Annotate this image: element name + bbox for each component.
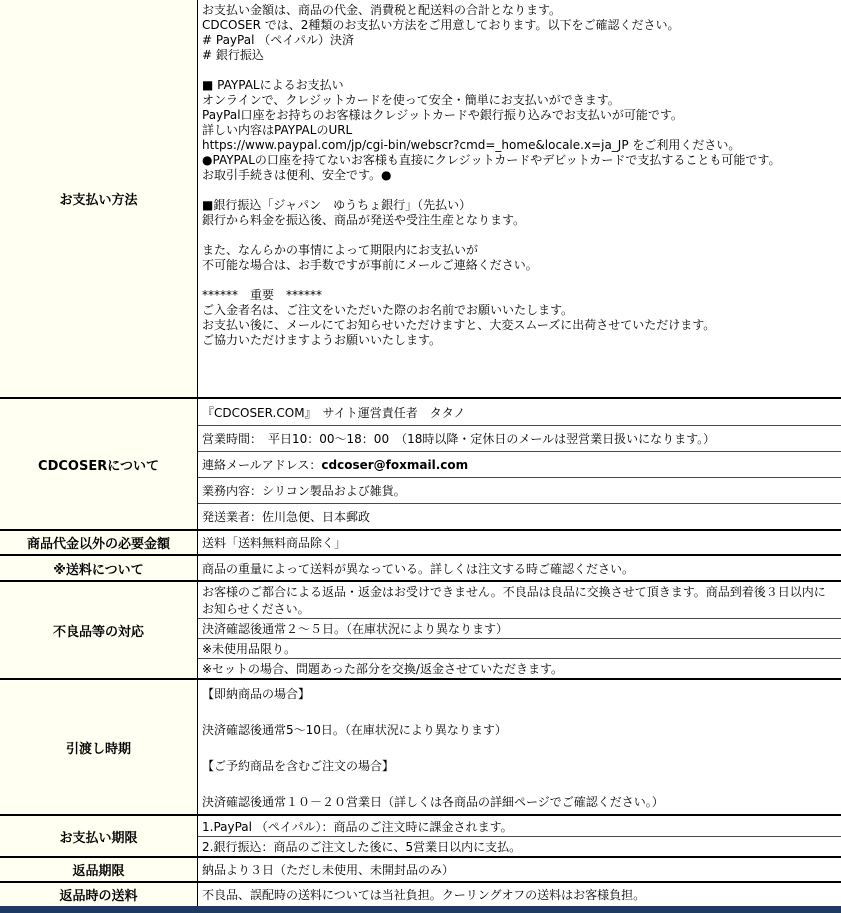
about-header — [0, 399, 198, 529]
section-label: お支払い期限 — [59, 830, 138, 846]
extra-fees-header — [0, 531, 198, 554]
row-defects-policy — [0, 580, 841, 678]
payment-deadline-line: 1.PayPal （ペイパル）：商品のご注文時に課金されます。 — [202, 819, 513, 834]
defects-policy-line: 決済確認後通常２～５日。（在庫状況により異なります） — [198, 618, 841, 638]
payment-method-line: # 銀行振込 — [202, 48, 264, 62]
about-contact-row — [198, 451, 841, 477]
payment-method-line: ■銀行振込「ジャパン ゆうちょ銀行」（先払い） — [202, 198, 472, 212]
row-payment-method — [0, 0, 841, 397]
defects-policy-line: ※セットの場合、問題あった部分を交換/返金させていただきます。 — [198, 658, 841, 678]
section-label: 返品期限 — [72, 864, 125, 879]
payment-method-line: ■ PAYPALによるお支払い — [202, 78, 344, 92]
shipping-note-text: 商品の重量によって送料が異なっている。詳しくは注文する時ご確認ください。 — [202, 561, 635, 576]
row-shipping-note — [0, 554, 841, 580]
row-return-shipping — [0, 881, 841, 906]
payment-method-line: オンラインで、クレジットカードを使って安全・簡単にお支払いができます。 — [202, 93, 620, 107]
payment-method-line: 詳しい内容はPAYPALのURL — [202, 123, 353, 137]
payment-method-line: お取引手続きは便利、安全です。● — [202, 168, 392, 182]
return-deadline-content — [198, 858, 841, 881]
return-shipping-content — [198, 883, 841, 906]
extra-fees-text: 送料「送料無料商品除く」 — [202, 536, 347, 550]
defects-policy-content — [198, 582, 841, 678]
payment-method-line: ご入金者名は、ご注文をいただいた際のお名前でお願いいたします。 — [202, 303, 574, 317]
payment-method-line — [202, 228, 837, 243]
section-label: 商品代金以外の必要金額 — [26, 537, 170, 552]
payment-deadline-header — [0, 816, 198, 856]
delivery-period-line: 【即納商品の場合】 — [202, 687, 311, 701]
return-shipping-header — [0, 883, 198, 906]
payment-deadline-line: 2.銀行振込：商品のご注文した後に、5営業日以内に支払。 — [198, 836, 841, 856]
section-label: ※送料について — [53, 562, 144, 578]
about-business-row — [198, 477, 841, 503]
delivery-period-header — [0, 680, 198, 814]
business-content-text: 業務内容：シリコン製品および雑貨。 — [202, 484, 406, 498]
about-content — [198, 399, 841, 529]
contact-label: 連絡メールアドレス： — [202, 458, 322, 472]
site-operator-text: 『CDCOSER.COM』 サイト運営責任者 タタノ — [202, 405, 466, 420]
payment-method-line: PayPal口座をお持ちのお客様はクレジットカードや銀行振り込みでお支払いが可能です。 — [202, 108, 683, 122]
payment-method-line — [202, 183, 837, 198]
row-return-deadline — [0, 856, 841, 881]
contact-email: cdcoser@foxmail.com — [321, 457, 469, 472]
payment-method-line: CDCOSER では、2種類のお支払い方法をご用意しております。以下をご確認ください。 — [202, 18, 680, 32]
payment-method-line: https://www.paypal.com/jp/cgi-bin/webscr?cmd=_home&locale.x=ja_JP をご利用ください。 — [202, 138, 741, 152]
return-shipping-text: 不良品、誤配時の送料については当社負担。クーリングオフの送料はお客様負担。 — [202, 888, 646, 902]
section-label: 引渡し時期 — [65, 741, 131, 757]
payment-method-line: ●PAYPALの口座を持てないお客様も直接にクレジットカードやデビットカードで支払することも可能です。 — [202, 153, 781, 167]
payment-method-line: また、なんらかの事情によって期限内にお支払いが — [202, 243, 479, 257]
footer-bar — [0, 906, 841, 913]
return-deadline-header — [0, 858, 198, 881]
row-extra-fees — [0, 529, 841, 554]
about-shipper-row — [198, 503, 841, 529]
delivery-period-line — [202, 775, 837, 793]
section-label: お支払い方法 — [59, 193, 138, 208]
payment-method-line: お支払い後に、メールにてお知らせいただけますと、大変スムーズに出荷させていただけます。 — [202, 318, 716, 332]
payment-method-content — [198, 0, 841, 397]
payment-method-line: 銀行から料金を振込後、商品が発送や受注生産となります。 — [202, 213, 526, 227]
business-hours-text: 営業時間： 平日10：00～18：00 （18時以降・定休日のメールは翌営業日扱いになります。） — [202, 432, 716, 446]
delivery-period-line — [202, 703, 837, 721]
about-site-row — [198, 399, 841, 425]
delivery-period-line: 決済確認後通常１０－２０営業日（詳しくは各商品の詳細ページでご確認ください。） — [202, 795, 664, 809]
payment-method-line — [202, 273, 837, 288]
row-about — [0, 397, 841, 529]
section-label: 不良品等の対応 — [52, 624, 144, 640]
shipping-carrier-text: 発送業者：佐川急便、日本郵政 — [202, 510, 371, 524]
row-delivery-period — [0, 678, 841, 814]
extra-fees-content — [198, 531, 841, 554]
shipping-note-header — [0, 556, 198, 580]
payment-method-header — [0, 0, 198, 397]
defects-policy-line: お客様のご都合による返品・返金はお受けできません。不良品は良品に交換させて頂きます。商品到着後３日以内にお知らせください。 — [202, 585, 826, 616]
section-label: CDCOSERについて — [38, 458, 159, 474]
delivery-period-line — [202, 739, 837, 757]
defects-policy-header — [0, 582, 198, 678]
payment-method-line: お支払い金額は、商品の代金、消費税と配送料の合計となります。 — [202, 3, 562, 17]
payment-method-line: ****** 重要 ****** — [202, 288, 323, 302]
delivery-period-line: 決済確認後通常5～10日。（在庫状況により異なります） — [202, 723, 507, 737]
defects-policy-line: ※未使用品限り。 — [198, 638, 841, 658]
shipping-note-content — [198, 556, 841, 580]
payment-deadline-content — [198, 816, 841, 856]
payment-method-line: 不可能な場合は、お手数ですが事前にメールご連絡ください。 — [202, 258, 538, 272]
payment-method-line — [202, 63, 837, 78]
delivery-period-line: 【ご予約商品を含むご注文の場合】 — [202, 759, 395, 773]
row-payment-deadline — [0, 814, 841, 856]
delivery-period-content — [198, 680, 841, 814]
about-hours-row — [198, 425, 841, 451]
payment-method-line: ご協力いただけますようお願いいたします。 — [202, 333, 442, 347]
section-label: 返品時の送料 — [59, 889, 138, 904]
return-deadline-text: 納品より３日（ただし未使用、未開封品のみ） — [202, 863, 455, 877]
payment-method-line: # PayPal （ペイパル）決済 — [202, 33, 354, 47]
